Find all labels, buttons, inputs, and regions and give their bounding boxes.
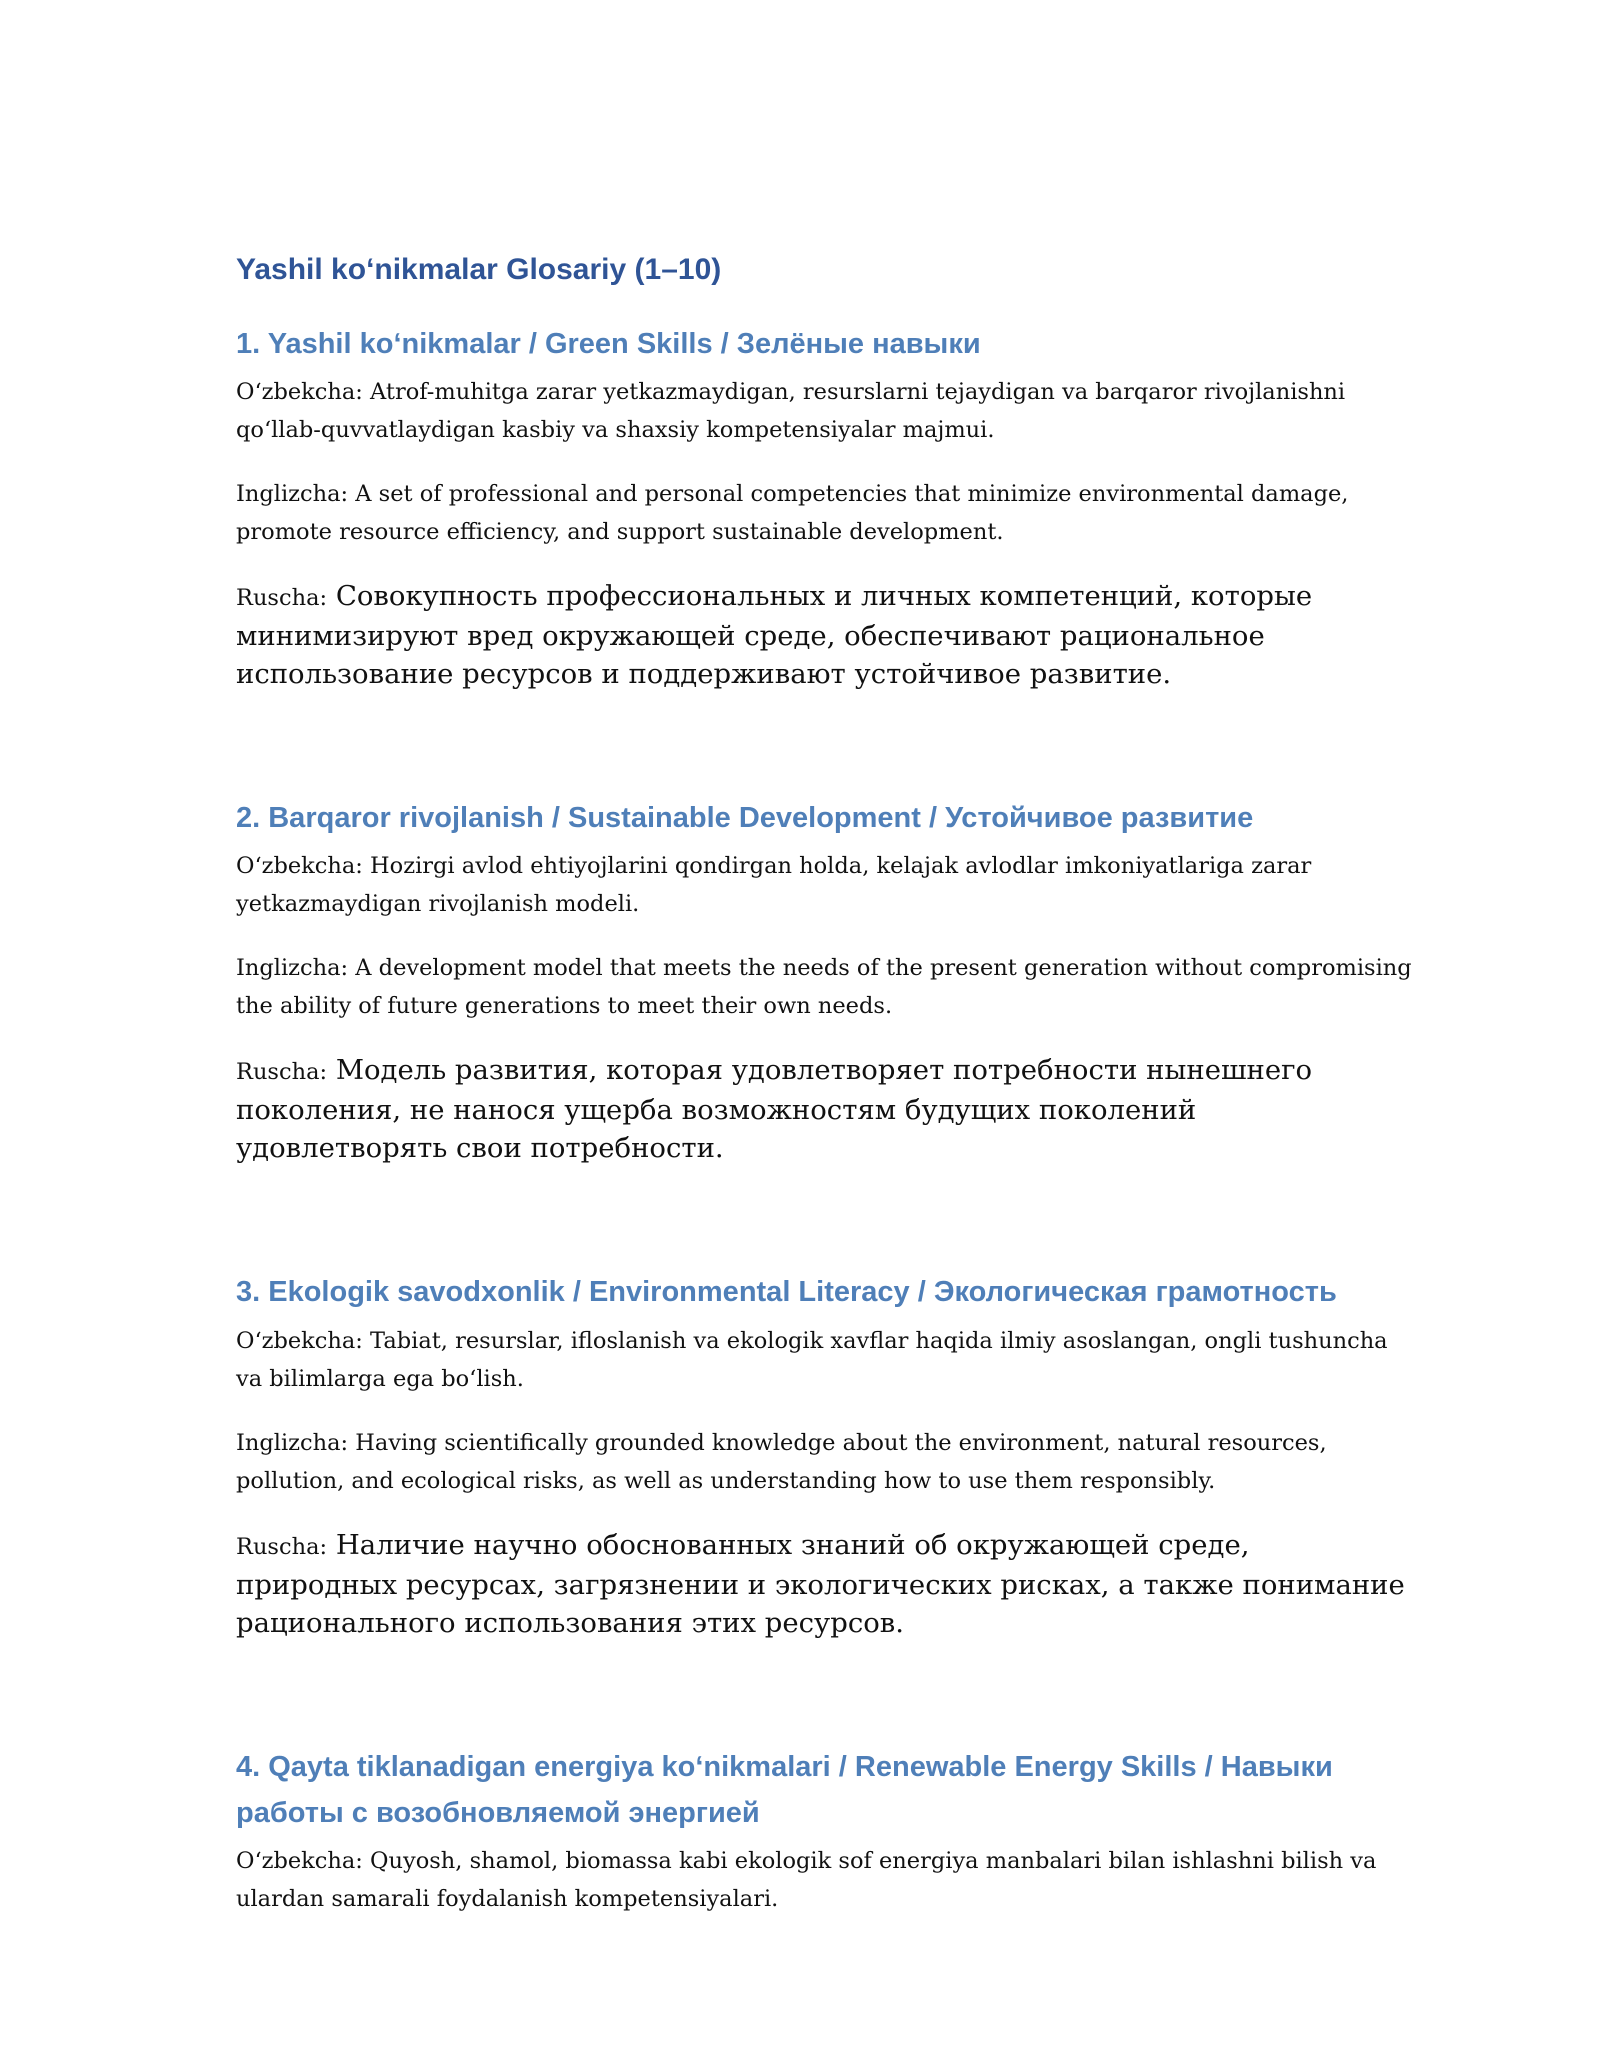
uzbek-text: Atrof-muhitga zarar yetkazmaydigan, resurslarni tejaydigan va barqaror rivojlanishni qoʻllab-quvvatlaydigan kasbiy va shaxsiy kompetensiyalar majmui. [236, 378, 1346, 443]
term-heading: 2. Barqaror rivojlanish / Sustainable Development / Устойчивое развитие [236, 801, 1254, 834]
uzbek-definition [236, 373, 1416, 449]
uzbek-text: Tabiat, resurslar, ifloslanish va ekologik xavflar haqida ilmiy asoslangan, ongli tushuncha va bilimlarga ega boʻlish. [236, 1327, 1388, 1392]
document-page [236, 250, 1416, 2020]
document-title: Yashil koʻnikmalar Glosariy (1–10) [236, 253, 722, 286]
english-text: A development model that meets the needs of the present generation without compromising the ability of future generations to meet their own needs. [236, 955, 1412, 1020]
uzbek-definition [236, 1322, 1416, 1398]
uzbek-label: Oʻzbekcha: [236, 378, 363, 405]
term-heading: 1. Yashil koʻnikmalar / Green Skills / Зелёные навыки [236, 327, 981, 360]
russian-definition [236, 1526, 1416, 1642]
english-label: Inglizcha: [236, 955, 349, 982]
russian-text: Наличие научно обоснованных знаний об окружающей среде, природных ресурсах, загрязнении и экологических рисках, а также понимание рационального использования этих ресурсов. [236, 1528, 1405, 1639]
uzbek-definition [236, 847, 1416, 923]
russian-text: Модель развития, которая удовлетворяет потребности нынешнего поколения, не нанося ущерба возможностям будущих поколений удовлетворять свои потребности. [236, 1054, 1313, 1165]
english-text: Having scientifically grounded knowledge about the environment, natural resources, pollution, and ecological risks, as well as understanding how to use them responsibly. [236, 1429, 1327, 1494]
english-label: Inglizcha: [236, 1429, 349, 1456]
russian-label: Ruscha: [236, 584, 328, 611]
uzbek-text: Quyosh, shamol, biomassa kabi ekologik sof energiya manbalari bilan ishlashni bilish va ulardan samarali foydalanish kompetensiyalari. [236, 1848, 1377, 1913]
uzbek-label: Oʻzbekcha: [236, 853, 363, 880]
english-text: A set of professional and personal competencies that minimize environmental damage, promote resource efficiency, and support sustainable development. [236, 480, 1349, 545]
uzbek-label: Oʻzbekcha: [236, 1327, 363, 1354]
english-definition [236, 475, 1416, 551]
term-heading: 3. Ekologik savodxonlik / Environmental Literacy / Экологическая грамотность [236, 1276, 1337, 1309]
glossary-term-1 [236, 321, 1416, 693]
english-label: Inglizcha: [236, 480, 349, 507]
russian-definition [236, 577, 1416, 693]
uzbek-text: Hozirgi avlod ehtiyojlarini qondirgan holda, kelajak avlodlar imkoniyatlariga zarar yetkazmaydigan rivojlanish modeli. [236, 853, 1312, 918]
uzbek-definition [236, 1842, 1416, 1918]
glossary-term-3 [236, 1269, 1416, 1641]
glossary-term-4 [236, 1744, 1416, 1919]
russian-text: Совокупность профессиональных и личных компетенций, которые минимизируют вред окружающей среде, обеспечивают рациональное использование ресурсов и поддерживают устойчивое развитие. [236, 579, 1313, 690]
english-definition [236, 1424, 1416, 1500]
glossary-term-2 [236, 795, 1416, 1167]
russian-label: Ruscha: [236, 1533, 328, 1560]
uzbek-label: Oʻzbekcha: [236, 1848, 363, 1875]
english-definition [236, 949, 1416, 1025]
russian-definition [236, 1051, 1416, 1167]
russian-label: Ruscha: [236, 1059, 328, 1086]
term-heading: 4. Qayta tiklanadigan energiya koʻnikmalari / Renewable Energy Skills / Навыки работы с возобновляемой энергией [236, 1750, 1333, 1830]
